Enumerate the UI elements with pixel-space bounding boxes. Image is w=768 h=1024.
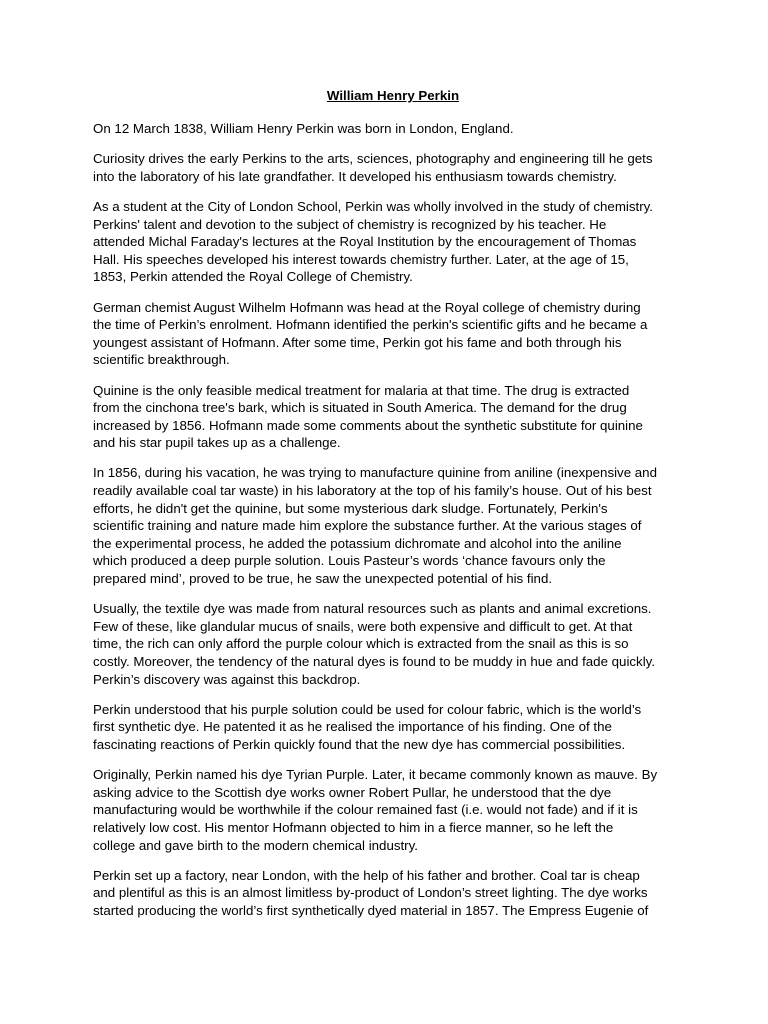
paragraph (93, 120, 697, 138)
paragraph-line: and his star pupil takes up as a challenge. (93, 435, 341, 451)
paragraph (93, 766, 697, 854)
paragraph-line: fascinating reactions of Perkin quickly found that the new dye has commercial possibilities. (93, 736, 626, 752)
paragraph-line: started producing the world’s first synthetically dyed material in 1857. The Empress Eugenie of (93, 902, 649, 918)
paragraph (93, 382, 697, 452)
paragraph-line: 1853, Perkin attended the Royal College of Chemistry. (93, 269, 413, 285)
paragraph-line: scientific training and nature made him explore the substance further. At the various stages of (93, 518, 642, 534)
paragraph-line: In 1856, during his vacation, he was trying to manufacture quinine from aniline (inexpensive and (93, 465, 657, 481)
paragraph-line: Originally, Perkin named his dye Tyrian Purple. Later, it became commonly known as mauve. By (93, 767, 658, 783)
paragraph-line: manufacturing would be worthwhile if the colour remained fast (i.e. would not fade) and if it is (93, 802, 638, 818)
paragraph-line: Perkin set up a factory, near London, with the help of his father and brother. Coal tar is cheap (93, 867, 640, 883)
paragraph-line: Perkin understood that his purple solution could be used for colour fabric, which is the world’s (93, 701, 642, 717)
paragraph-line: first synthetic dye. He patented it as he realised the importance of his finding. One of the (93, 719, 612, 735)
paragraph-line: costly. Moreover, the tendency of the natural dyes is found to be muddy in hue and fade quickly. (93, 654, 656, 669)
paragraph-line: relatively low cost. His mentor Hofmann objected to him in a fierce manner, so he left the (93, 819, 614, 835)
paragraph-line: the experimental process, he added the potassium dichromate and alcohol into the aniline (93, 535, 622, 551)
paragraph-line: On 12 March 1838, William Henry Perkin was born in London, England. (93, 121, 514, 136)
paragraph-line: Quinine is the only feasible medical treatment for malaria at that time. The drug is extracted (93, 382, 630, 398)
paragraph-line: readily available coal tar waste) in his laboratory at the top of his family’s house. Out of his best (93, 483, 652, 499)
paragraph-line: increased by 1856. Hofmann made some comments about the synthetic substitute for quinine (93, 417, 643, 433)
paragraph-line: into the laboratory of his late grandfather. It developed his enthusiasm towards chemistry. (93, 168, 617, 184)
paragraph-line: Usually, the textile dye was made from natural resources such as plants and animal excretions. (93, 601, 652, 617)
paragraph (93, 464, 697, 587)
document-title: William Henry Perkin (326, 88, 460, 103)
paragraph (93, 701, 697, 754)
document-body (93, 120, 697, 932)
paragraph-line: attended Michal Faraday's lectures at the Royal Institution by the encouragement of Thomas (93, 234, 637, 250)
paragraph (93, 600, 697, 688)
paragraph (93, 299, 697, 369)
paragraph-line: prepared mind’, proved to be true, he saw the unexpected potential of his find. (93, 571, 553, 587)
paragraph-line: and plentiful as this is an almost limitless by-product of London’s street lighting. The dye works (93, 885, 648, 901)
paragraph-line: scientific breakthrough. (93, 352, 230, 368)
paragraph-line: efforts, he didn't get the quinine, but some mysterious dark sludge. Fortunately, Perkin's (93, 500, 608, 516)
paragraph-line: Few of these, like glandular mucus of snails, were both expensive and difficult to get. At that (93, 618, 633, 634)
paragraph-line: As a student at the City of London School, Perkin was wholly involved in the study of chemistry. (93, 198, 653, 214)
paragraph-line: Curiosity drives the early Perkins to the arts, sciences, photography and engineering till he gets (93, 151, 653, 167)
paragraph (93, 150, 697, 185)
paragraph-line: Perkins' talent and devotion to the subject of chemistry is recognized by his teacher. He (93, 216, 607, 232)
paragraph-line: youngest assistant of Hofmann. After some time, Perkin got his fame and both through his (93, 334, 622, 350)
paragraph-line: college and gave birth to the modern chemical industry. (93, 837, 418, 853)
paragraph-line: from the cinchona tree's bark, which is situated in South America. The demand for the drug (93, 400, 627, 416)
paragraph-line: time, the rich can only afford the purple colour which is extracted from the snail as this is so (93, 636, 629, 652)
paragraph-line: German chemist August Wilhelm Hofmann was head at the Royal college of chemistry during (93, 299, 641, 315)
paragraph (93, 867, 697, 920)
paragraph-line: the time of Perkin’s enrolment. Hofmann identified the perkin's scientific gifts and he became a (93, 317, 648, 333)
paragraph-line: Hall. His speeches developed his interest towards chemistry further. Later, at the age of 15, (93, 251, 629, 267)
paragraph (93, 198, 697, 286)
paragraph-line: Perkin’s discovery was against this backdrop. (93, 671, 361, 687)
paragraph-line: asking advice to the Scottish dye works owner Robert Pullar, he understood that the dye (93, 784, 612, 800)
paragraph-line: which produced a deep purple solution. Louis Pasteur’s words ‘chance favours only the (93, 553, 606, 569)
